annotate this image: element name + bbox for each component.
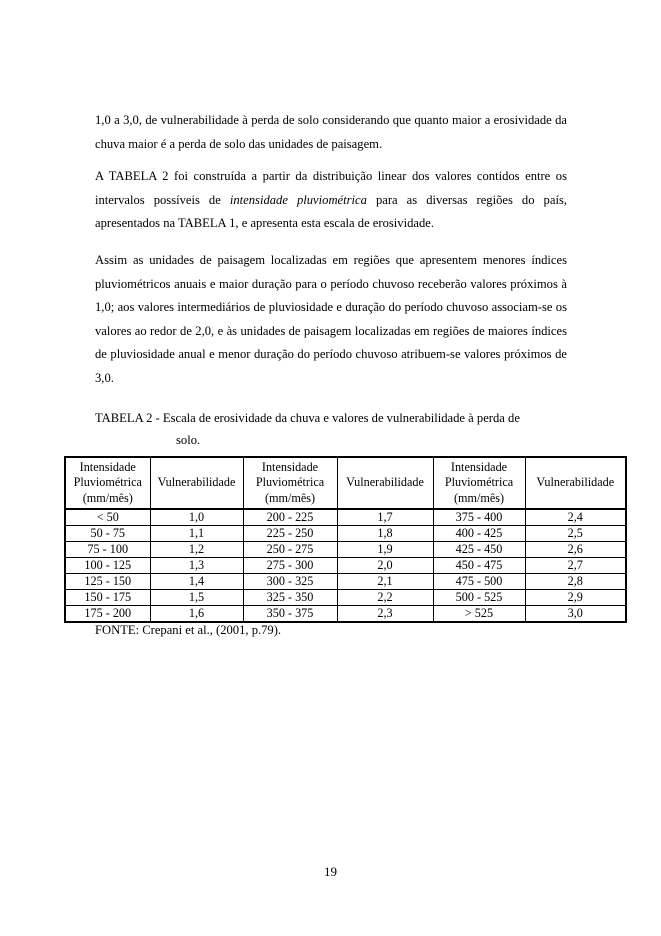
table-cell: 100 - 125	[65, 558, 150, 574]
table-cell: 2,1	[337, 574, 433, 590]
table-header-cell: Intensidade Pluviométrica (mm/mês)	[433, 457, 525, 509]
table-cell: > 525	[433, 606, 525, 623]
table-row	[65, 590, 626, 606]
table-cell: 2,6	[525, 542, 626, 558]
table-source: FONTE: Crepani et al., (2001, p.79).	[95, 623, 282, 637]
paragraph-3: Assim as unidades de paisagem localizadas em regiões que apresentem menores índices pluviométricos anuais e maior duração para o período chuvoso receberão valores próximos à 1,0; aos valores intermediários de pluviosidade e duração do período chuvoso associam-se os valores ao redor de 2,0, e às unidades de paisagem localizadas em regiões de maiores índices de pluviosidade anual e menor duração do período chuvoso atribuem-se valores próximos de 3,0.	[95, 253, 567, 385]
erosivity-table	[64, 456, 627, 623]
table-cell: 1,3	[150, 558, 243, 574]
table-cell: 75 - 100	[65, 542, 150, 558]
table-cell: 2,8	[525, 574, 626, 590]
table-row	[65, 558, 626, 574]
table-cell: 500 - 525	[433, 590, 525, 606]
page-number: 19	[324, 864, 337, 879]
table-cell: 125 - 150	[65, 574, 150, 590]
table-cell: 50 - 75	[65, 526, 150, 542]
table-header-cell: Intensidade Pluviométrica (mm/mês)	[65, 457, 150, 509]
table-cell: 2,9	[525, 590, 626, 606]
table-cell: 1,6	[150, 606, 243, 623]
paragraph-2	[95, 165, 567, 236]
table-cell: 2,4	[525, 509, 626, 526]
table-cell: 375 - 400	[433, 509, 525, 526]
table-cell: 1,4	[150, 574, 243, 590]
table-cell: 2,0	[337, 558, 433, 574]
table-cell: 450 - 475	[433, 558, 525, 574]
table-cell: 350 - 375	[243, 606, 337, 623]
table-header-row	[65, 457, 626, 509]
paragraph-2-italic-term: intensidade pluviométrica	[229, 192, 367, 207]
table-caption	[95, 407, 575, 451]
table-cell: 300 - 325	[243, 574, 337, 590]
paragraph-1: 1,0 a 3,0, de vulnerabilidade à perda de solo considerando que quanto maior a erosividade da chuva maior é a perda de solo das unidades de paisagem.	[95, 113, 567, 151]
table-cell: 2,3	[337, 606, 433, 623]
table-cell: 2,5	[525, 526, 626, 542]
table-cell: 175 - 200	[65, 606, 150, 623]
table-caption-line-1: TABELA 2 - Escala de erosividade da chuva e valores de vulnerabilidade à perda de	[95, 411, 520, 425]
table-cell: 475 - 500	[433, 574, 525, 590]
table-header-cell: Vulnerabilidade	[150, 457, 243, 509]
table-row	[65, 542, 626, 558]
table-cell: 1,8	[337, 526, 433, 542]
table-cell: 1,9	[337, 542, 433, 558]
table-caption-line-2: solo.	[176, 433, 201, 447]
table-header-cell: Vulnerabilidade	[337, 457, 433, 509]
table-cell: 1,5	[150, 590, 243, 606]
table-row	[65, 526, 626, 542]
table-cell: 1,1	[150, 526, 243, 542]
table-cell: 200 - 225	[243, 509, 337, 526]
paragraph-2-text-start: A TABELA 2 foi construída a partir da distribuição linear dos valores contidos entre os intervalos possíveis de	[95, 169, 567, 207]
table-cell: 1,7	[337, 509, 433, 526]
table-cell: 400 - 425	[433, 526, 525, 542]
table-cell: 1,0	[150, 509, 243, 526]
table-cell: < 50	[65, 509, 150, 526]
table-cell: 275 - 300	[243, 558, 337, 574]
table-cell: 325 - 350	[243, 590, 337, 606]
table-cell: 2,2	[337, 590, 433, 606]
table-header-cell: Intensidade Pluviométrica (mm/mês)	[243, 457, 337, 509]
table-row	[65, 574, 626, 590]
table-cell: 2,7	[525, 558, 626, 574]
table-cell: 425 - 450	[433, 542, 525, 558]
paragraph-2-text-end: para as diversas regiões do país, apresentados na TABELA 1, e apresenta esta escala de erosividade.	[95, 192, 567, 231]
table-row	[65, 606, 626, 623]
table-row	[65, 509, 626, 526]
table-cell: 1,2	[150, 542, 243, 558]
table-cell: 225 - 250	[243, 526, 337, 542]
table-header-cell: Vulnerabilidade	[525, 457, 626, 509]
table-cell: 150 - 175	[65, 590, 150, 606]
table-cell: 3,0	[525, 606, 626, 623]
table-cell: 250 - 275	[243, 542, 337, 558]
